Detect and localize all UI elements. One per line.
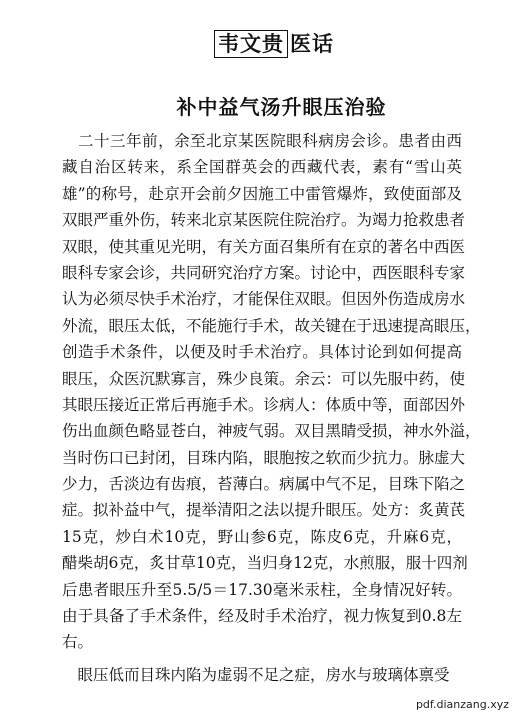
text-line: 醋柴胡6克，炙甘草10克，当归身12克，水煎服，服十四剂: [62, 554, 468, 573]
text-line: 眼科专家会诊，共同研究治疗方案。讨论中，西医眼科专家: [62, 263, 466, 282]
text-line: 症。拟补益中气，提举清阳之法以提升眼压。处方：炙黄芪: [62, 501, 466, 520]
text-line: 其眼压接近正常后再施手术。诊病人：体质中等，面部因外: [62, 395, 466, 414]
text-line: 外流，眼压太低，不能施行手术，故关键在于迅速提高眼压，: [62, 316, 481, 335]
text-line: 由于具备了手术条件，经及时手术治疗，视力恢复到0.8左: [62, 607, 462, 626]
text-line: 后患者眼压升至5.5/5＝17.30毫米汞柱，全身情况好转。: [62, 580, 462, 599]
text-line: 眼压低而目珠内陷为虚弱不足之症，房水与玻璃体禀受: [62, 665, 450, 684]
text-line: 15克，炒白术10克，野山参6克，陈皮6克，升麻6克，: [62, 527, 462, 546]
paragraph-1: [62, 128, 481, 656]
text-line: 双眼严重外伤，转来北京某医院住院治疗。为竭力抢救患者: [62, 211, 466, 230]
watermark: pdf.dianzang.xyz: [415, 698, 509, 711]
article-title: 补中益气汤升眼压治验: [176, 95, 387, 119]
text-line: 二十三年前，余至北京某医院眼科病房会诊。患者由西: [62, 132, 462, 150]
column-name-suffix: 医话: [290, 31, 334, 56]
text-line: 藏自治区转来，系全国群英会的西藏代表，素有“雪山英: [62, 158, 462, 177]
text-line: 雄”的称号，赴京开会前夕因施工中雷管爆炸，致使面部及: [62, 184, 462, 203]
text-line: 当时伤口已封闭，目珠内陷，眼胞按之软而少抗力。脉虚大: [62, 448, 466, 467]
column-header: [214, 30, 334, 58]
text-line: 眼压，众医沉默寡言，殊少良策。余云：可以先服中药，使: [62, 369, 466, 388]
text-line: 认为必须尽快手术治疗，才能保住双眼。但因外伤造成房水: [62, 290, 466, 309]
article-body: [62, 128, 481, 688]
text-line: 双眼，使其重见光明，有关方面召集所有在京的著名中西医: [62, 237, 466, 256]
text-line: 少力，舌淡边有齿痕，苔薄白。病属中气不足，目珠下陷之: [62, 475, 466, 494]
text-line: 创造手术条件，以便及时手术治疗。具体讨论到如何提高: [62, 343, 462, 362]
text-line: 伤出血颜色略显苍白，神疲气弱。双目黑睛受损，神水外溢，: [62, 422, 481, 441]
paragraph-2: [62, 662, 462, 688]
text-line: 右。: [62, 633, 94, 652]
column-name-boxed: 韦文贵: [214, 30, 288, 58]
